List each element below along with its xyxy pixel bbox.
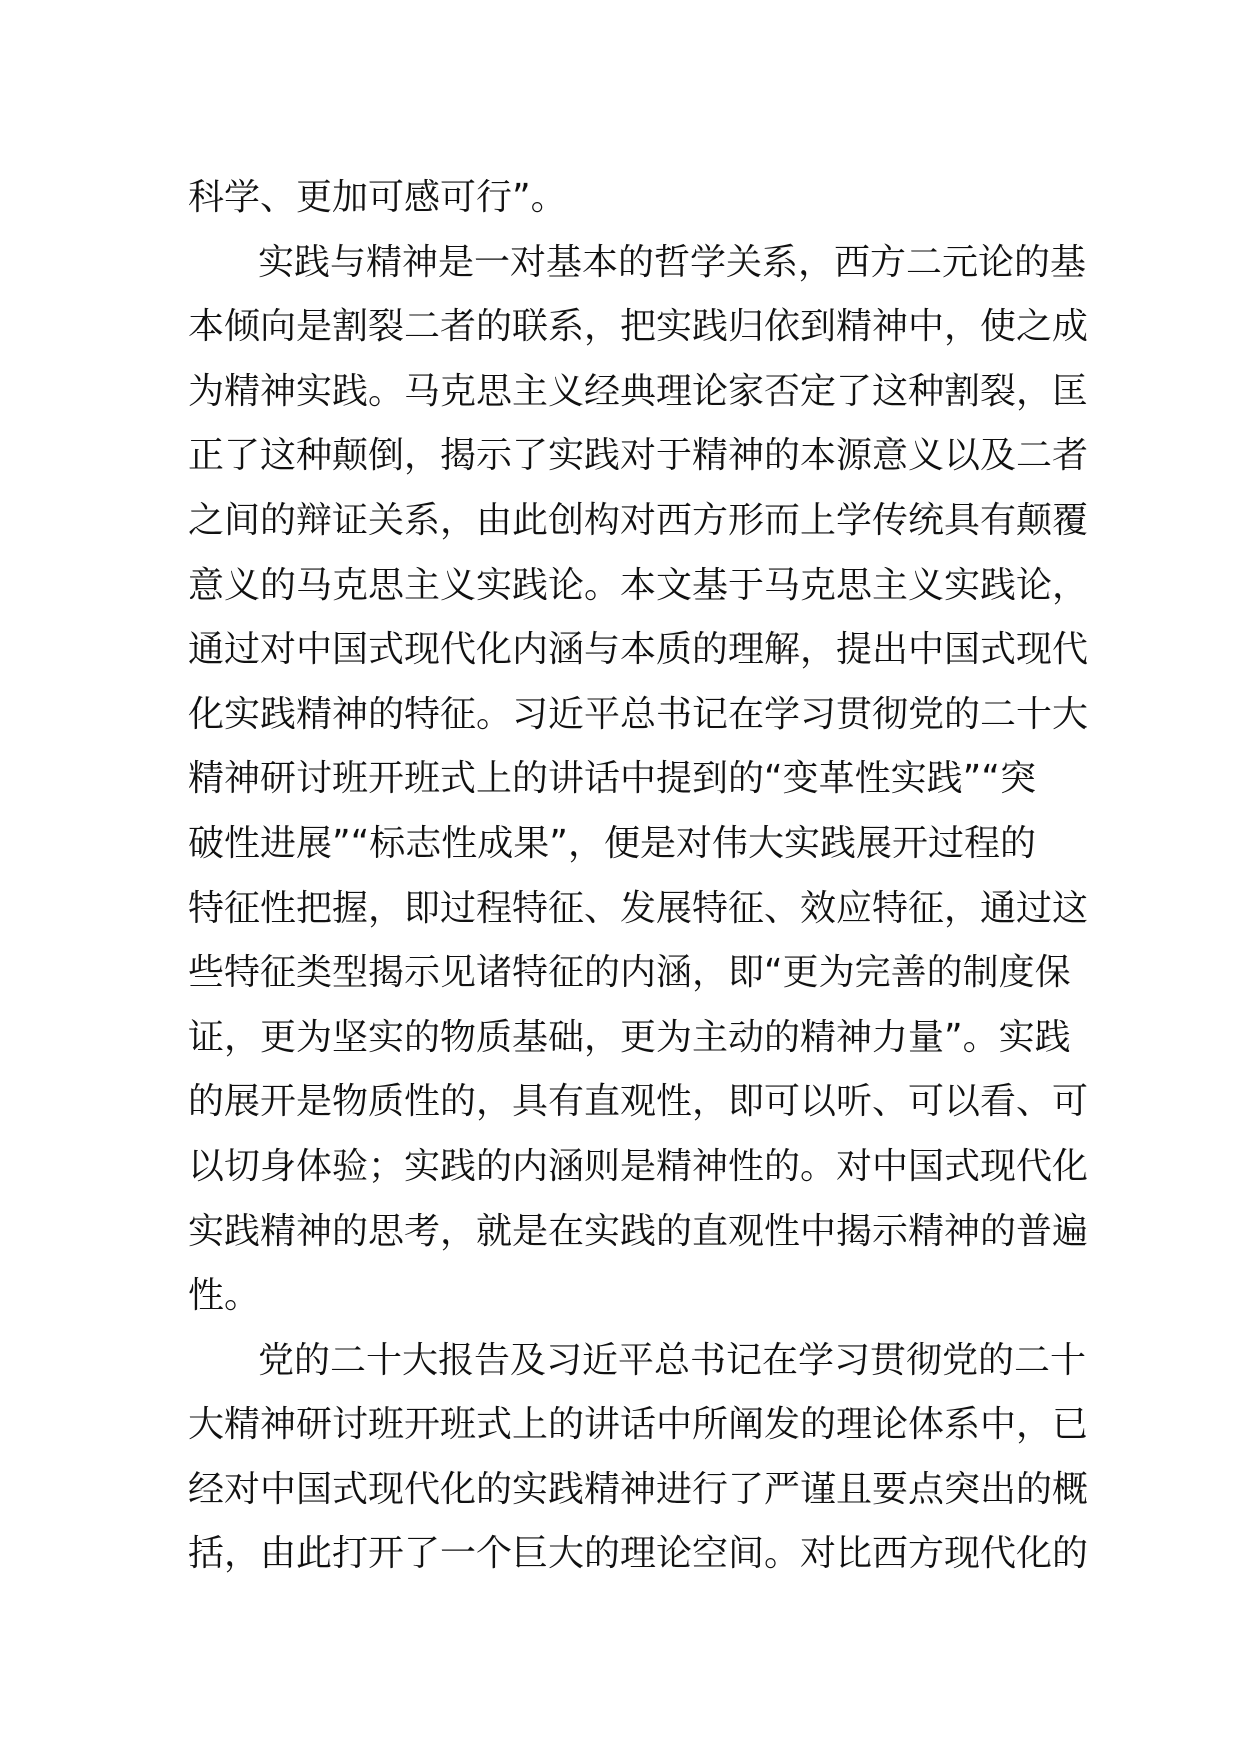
text-line: 通过对中国式现代化内涵与本质的理解，提出中国式现代 [188,629,1089,671]
text-line: 经对中国式现代化的实践精神进行了严谨且要点突出的概 [188,1468,1089,1510]
text-line: 的展开是物质性的，具有直观性，即可以听、可以看、可 [188,1081,1089,1123]
text-line: 意义的马克思主义实践论。本文基于马克思主义实践论， [188,564,1089,606]
text-line: 本倾向是割裂二者的联系，把实践归依到精神中，使之成 [188,306,1089,348]
text-line: 之间的辩证关系，由此创构对西方形而上学传统具有颠覆 [188,499,1089,541]
text-line: 化实践精神的特征。习近平总书记在学习贯彻党的二十大 [188,693,1089,735]
text-line: 正了这种颠倒，揭示了实践对于精神的本源意义以及二者 [188,435,1089,477]
paragraph-start-line: 党的二十大报告及习近平总书记在学习贯彻党的二十 [258,1339,1087,1381]
text-line: 性。 [188,1275,261,1317]
text-line: 括，由此打开了一个巨大的理论空间。对比西方现代化的 [188,1533,1089,1575]
text-line: 为精神实践。马克思主义经典理论家否定了这种割裂，匡 [188,370,1089,412]
text-line: 实践精神的思考，就是在实践的直观性中揭示精神的普遍 [188,1210,1089,1252]
text-line: 精神研讨班开班式上的讲话中提到的“变革性实践”“突 [188,758,1036,800]
text-line: 以切身体验；实践的内涵则是精神性的。对中国式现代化 [188,1145,1089,1187]
body-text [188,166,1089,1587]
paragraph-start-line: 实践与精神是一对基本的哲学关系，西方二元论的基 [258,241,1087,283]
text-line: 破性进展”“标志性成果”，便是对伟大实践展开过程的 [188,822,1036,864]
text-line: 特征性把握，即过程特征、发展特征、效应特征，通过这 [188,887,1089,929]
text-line: 些特征类型揭示见诸特征的内涵，即“更为完善的制度保 [188,952,1071,994]
text-line: 大精神研讨班开班式上的讲话中所阐发的理论体系中，已 [188,1404,1089,1446]
text-line: 证，更为坚实的物质基础，更为主动的精神力量”。实践 [188,1016,1071,1058]
text-line: 科学、更加可感可行”。 [188,177,567,218]
